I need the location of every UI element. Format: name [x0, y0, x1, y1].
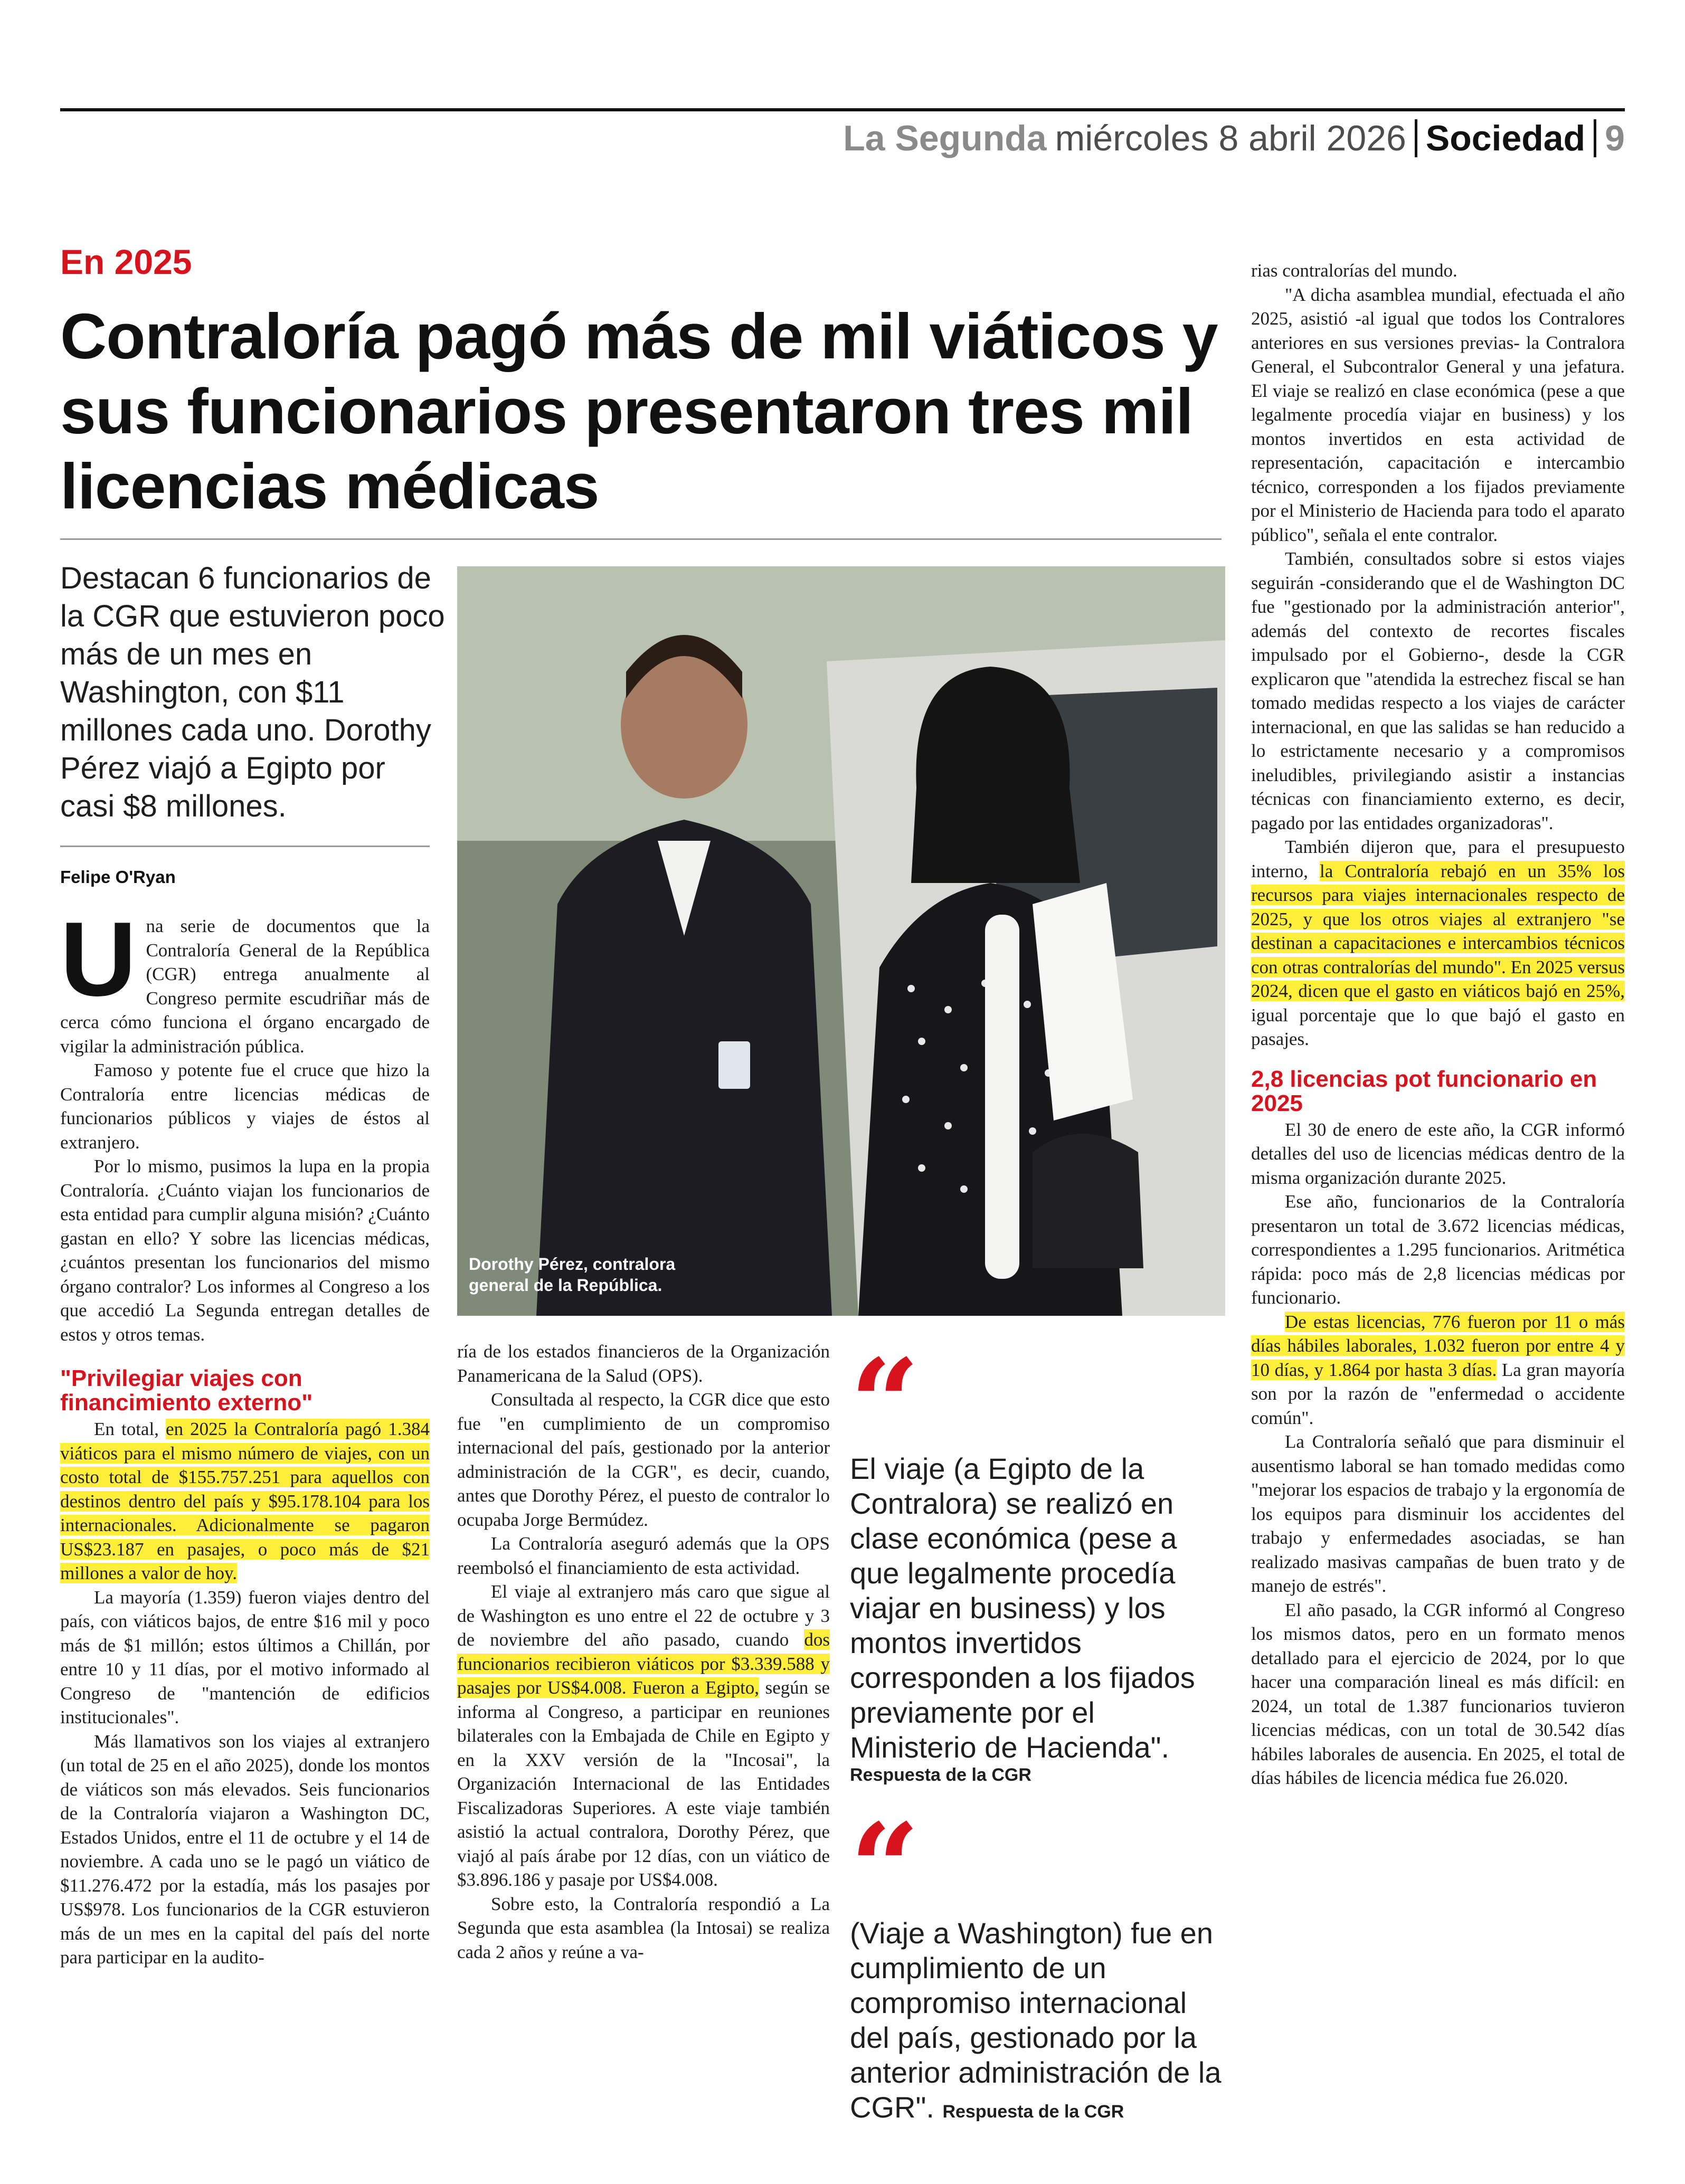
article-photo: [457, 566, 1225, 1316]
highlighted-text: dos funcionarios recibieron viáticos por $3.339.588 y pasajes por US$4.008. Fueron a Egipto,: [457, 1629, 830, 1698]
byline: Felipe O'Ryan: [60, 867, 176, 887]
paragraph: La Contraloría señaló que para disminuir el ausentismo laboral se han tomado medidas como "mejorar los espacios de trabajo y la ergonomía de los equipos para disminuir los accidentes del trabajo y enfermedades asociadas, se han realizado masivas campañas de buen trato y de manejo de estrés".: [1251, 1431, 1625, 1596]
highlighted-text: la Contraloría rebajó en un 35% los recursos para viajes internacionales respecto de 2025, y que los otros viajes al extranjero "se destinan a capacitaciones e intercambios técnicos con otras contralorías del mundo". En 2025 versus 2024, dicen que el gasto en viáticos bajó en 25%,: [1251, 860, 1625, 1001]
paragraph-tail: La gran mayoría son por la razón de "enfermedad o accidente común".: [1251, 1359, 1625, 1428]
paragraph: na serie de documentos que la Contraloría General de la República (CGR) entrega anualmente al Congreso permite escudriñar más de cerca cómo funciona el órgano encargado de vigilar la administración pública.: [60, 916, 430, 1057]
headline: Contraloría pagó más de mil viáticos y sus funcionarios presentaron tres mil licencias médicas: [60, 300, 1218, 522]
column-4: [1251, 259, 1625, 1790]
paragraph: Ese año, funcionarios de la Contraloría presentaron un total de 3.672 licencias médicas, correspondientes a 1.295 funcionarios. Aritmética rápida: poco más de 2,8 licencias médicas por funcionario.: [1251, 1191, 1625, 1308]
photo-illustration: [457, 566, 1225, 1316]
header-divider: [1594, 119, 1596, 157]
header-rule: [60, 108, 1625, 111]
deck: Destacan 6 funcionarios de la CGR que estuvieron poco más de un mes en Washington, con $11 millones cada uno. Dorothy Pérez viajó a Egipto por casi $8 millones.: [60, 561, 445, 823]
paragraph-lead: También dijeron que, para el presupuesto interno,: [1251, 837, 1625, 881]
highlighted-text: en 2025 la Contraloría pagó 1.384 viáticos para el mismo número de viajes, con un costo total de $155.757.251 para aquellos con destinos dentro del país y $95.178.104 para los internacionales. Adicionalmente se pagaron US$23.187 en pasajes, o poco más de $21 millones a valor de hoy.: [60, 1419, 430, 1583]
quote-mark-icon: “: [850, 1333, 910, 1475]
quote-attribution: Respuesta de la CGR: [942, 2102, 1124, 2122]
subhead: 2,8 licencias pot funcionario en 2025: [1251, 1066, 1597, 1116]
paragraph: También, consultados sobre si estos viajes seguirán -considerando que el de Washington DC fue "gestionado por la administración anterior", además del contexto de recortes fiscales impulsado por el Gobierno-, desde la CGR explicaron que "atendida la estrechez fiscal se han tomado medidas respecto a los viajes de carácter internacional, en que las salidas se han reducido a lo estrictamente necesario y a compromisos ineludibles, privilegiando asistir a instancias técnicas con financiamiento externo, es decir, pagado por las entidades organizadoras".: [1251, 548, 1625, 833]
column-2: [457, 1340, 830, 1964]
paragraph-lead: El viaje al extranjero más caro que sigue al de Washington es uno entre el 22 de octubre y 3 de noviembre del año pasado, cuando: [457, 1581, 830, 1650]
headline-rule: [60, 538, 1222, 540]
newspaper-name: La Segunda: [843, 118, 1047, 158]
paragraph: El 30 de enero de este año, la CGR informó detalles del uso de licencias médicas dentro de la misma organización durante 2025.: [1251, 1119, 1625, 1188]
subhead: "Privilegiar viajes con financimiento externo": [60, 1365, 313, 1416]
paragraph: El año pasado, la CGR informó al Congreso los mismos datos, pero en un formato menos detallado para el ejercicio de 2024, por lo que hacer una comparación lineal es más difícil: en 2024, un total de 1.387 funcionarios tuvieron licencias médicas, con un total de 30.542 días hábiles laborales de ausencia. En 2025, el total de días hábiles de licencia médica fue 26.020.: [1251, 1599, 1625, 1788]
quote-mark-icon: “: [850, 1797, 910, 1940]
paragraph-tail: según se informa al Congreso, a participar en reuniones bilaterales con la Embajada de Chile en Egipto y en la XXV versión de la "Incosai", la Organización Internacional de las Entidades Fiscalizadoras Superiores. A este viaje también asistió la actual contralora, Dorothy Pérez, que viajó al país árabe por 12 días, con un viático de $3.896.186 y pasaje por US$4.008.: [457, 1677, 830, 1890]
quote-text: (Viaje a Washington) fue en cumplimiento de un compromiso internacional del país, gestionado por la anterior administración de la CGR".: [850, 1916, 1222, 2124]
column-1: [60, 900, 430, 1970]
paragraph: ría de los estados financieros de la Organización Panamericana de la Salud (OPS).: [457, 1341, 830, 1386]
dropcap: U: [60, 900, 137, 1018]
paragraph: Famoso y potente fue el cruce que hizo la Contraloría entre licencias médicas de funcionarios públicos y viajes de éstos al extranjero.: [60, 1060, 430, 1153]
issue-date: miércoles 8 abril 2026: [1055, 118, 1406, 158]
paragraph: rias contralorías del mundo.: [1251, 260, 1457, 281]
paragraph-lead: En total,: [94, 1419, 166, 1439]
paragraph: La mayoría (1.359) fueron viajes dentro del país, con viáticos bajos, de entre $16 mil y poco más de $1 millón; estos últimos a Chillán, por entre 10 y 11 días, por el motivo informado al Congreso de "mantención de edificios institucionales".: [60, 1587, 430, 1727]
pull-quote-2: [850, 1797, 1225, 2129]
paragraph-tail: igual porcentaje que lo que bajó el gasto en pasajes.: [1251, 1004, 1625, 1049]
kicker: En 2025: [60, 242, 192, 281]
paragraph: Sobre esto, la Contraloría respondió a La Segunda que esta asamblea (la Intosai) se realiza cada 2 años y reúne a va-: [457, 1893, 830, 1962]
paragraph: Por lo mismo, pusimos la lupa en la propia Contraloría. ¿Cuánto viajan los funcionarios de esta entidad para cumplir alguna misión? ¿Cuánto gastan en ello? Y sobre las licencias médicas, ¿cuántos presentan los funcionarios del mismo órgano contralor? Los informes al Congreso a los que accedió La Segunda entregan detalles de estos y otros temas.: [60, 1156, 430, 1345]
quote-text: El viaje (a Egipto de la Contralora) se realizó en clase económica (pese a que legalmente procedía viajar en business) y los montos invertidos corresponden a los fijados previamente por el Ministerio de Hacienda".: [850, 1452, 1195, 1764]
pull-quote-1: [850, 1333, 1225, 1786]
deck-rule: [60, 846, 430, 847]
page-header: [843, 117, 1625, 159]
section-name: Sociedad: [1425, 118, 1586, 158]
photo-caption: Dorothy Pérez, contralora general de la República.: [469, 1255, 676, 1295]
paragraph: Consultada al respecto, la CGR dice que esto fue "en cumplimiento de un compromiso internacional del país, gestionado por la anterior administración de la CGR", es decir, cuando, antes que Dorothy Pérez, el puesto de contralor lo ocupaba Jorge Bermúdez.: [457, 1389, 830, 1530]
paragraph: "A dicha asamblea mundial, efectuada el año 2025, asistió -al igual que todos los Contralores anteriores en sus versiones previas- la Contralora General, el Subcontralor General y una jefatura. El viaje se realizó en clase económica (pese a que legalmente procedía viajar en business) y los montos invertidos en esta actividad de representación, capacitación e intercambio técnico, corresponden a los fijados previamente por el Ministerio de Hacienda para todo el aparato público", señala el ente contralor.: [1251, 284, 1625, 545]
paragraph: La Contraloría aseguró además que la OPS reembolsó el financiamiento de esta actividad.: [457, 1533, 830, 1578]
quote-attribution: Respuesta de la CGR: [850, 1765, 1031, 1785]
header-divider: [1415, 119, 1417, 157]
highlighted-text: De estas licencias, 776 fueron por 11 o más días hábiles laborales, 1.032 fueron por entre 4 y 10 días, y 1.864 por hasta 3 días.: [1251, 1311, 1625, 1380]
page-number: 9: [1605, 118, 1625, 158]
paragraph: Más llamativos son los viajes al extranjero (un total de 25 en el año 2025), donde los montos de viáticos son más elevados. Seis funcionarios de la Contraloría viajaron a Washington DC, Estados Unidos, entre el 11 de octubre y el 14 de noviembre. A cada uno se le pagó un viático de $11.276.472 por la estadía, más los pasajes por US$978. Los funcionarios de la CGR estuvieron más de un mes en la capital del país del norte para participar en la audito-: [60, 1731, 430, 1968]
